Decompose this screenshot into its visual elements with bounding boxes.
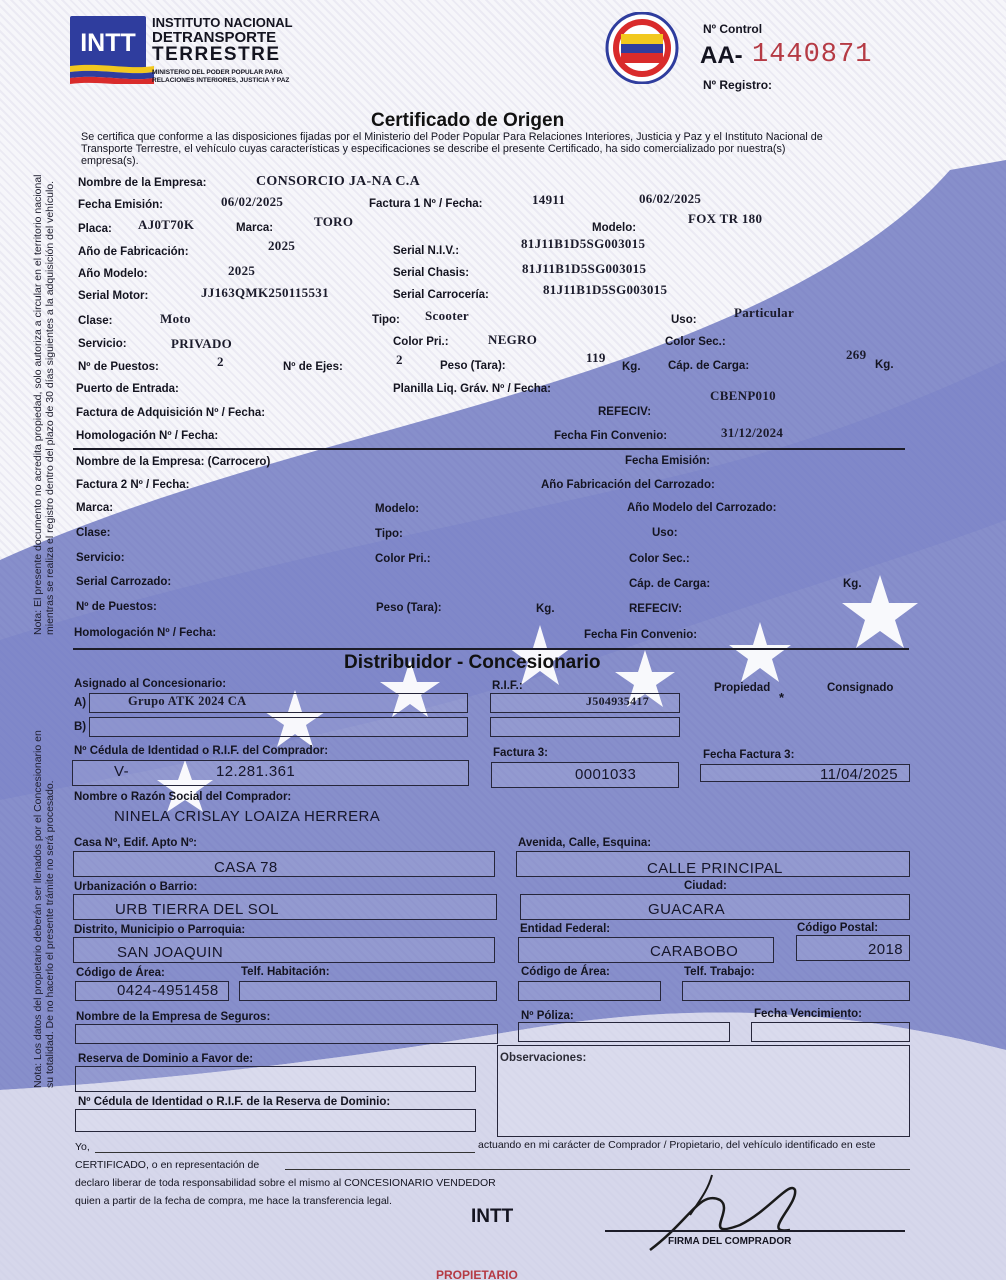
carrocero-puestos-label: Nº de Puestos: — [76, 601, 157, 613]
footer-intt: INTT — [471, 1206, 514, 1227]
empresa-value: CONSORCIO JA-NA C.A — [256, 174, 420, 189]
vencimiento-field[interactable] — [751, 1022, 910, 1042]
signature-line — [605, 1230, 905, 1232]
anio-modelo-carrozado-label: Año Modelo del Carrozado: — [627, 502, 777, 514]
venezuela-seal-icon — [597, 12, 687, 84]
poliza-field[interactable] — [518, 1022, 730, 1042]
puestos-value: 2 — [217, 354, 224, 369]
carrocero-homologacion-label: Homologación Nº / Fecha: — [74, 627, 217, 639]
seguros-label: Nombre de la Empresa de Seguros: — [76, 1011, 271, 1023]
carrocero-tipo-label: Tipo: — [375, 528, 403, 540]
carrocero-refeciv-label: REFECIV: — [629, 603, 683, 615]
fecha-fin-label: Fecha Fin Convenio: — [554, 430, 668, 442]
factura1-number: 14911 — [532, 192, 566, 207]
carrocero-empresa-label: Nombre de la Empresa: (Carrocero) — [76, 456, 271, 468]
telf-trab-field[interactable] — [682, 981, 910, 1001]
telf-hab-label: Telf. Habitación: — [241, 966, 330, 978]
factura1-label: Factura 1 Nº / Fecha: — [369, 198, 483, 210]
institute-name-1: INSTITUTO NACIONAL — [152, 15, 293, 30]
carrocero-color-sec-label: Color Sec.: — [629, 553, 690, 565]
poliza-label: Nº Póliza: — [521, 1010, 574, 1022]
peso-label: Peso (Tara): — [440, 360, 506, 372]
document-title: Certificado de Origen — [371, 110, 565, 131]
entidad-label: Entidad Federal: — [520, 923, 611, 935]
carrocero-peso-label: Peso (Tara): — [376, 602, 442, 614]
ministry-name-1: MINISTERIO DEL PODER POPULAR PARA — [152, 69, 283, 76]
tipo-value: Scooter — [425, 308, 469, 323]
razon-value: NINELA CRISLAY LOAIZA HERRERA — [114, 808, 381, 825]
modelo-label: Modelo: — [592, 222, 637, 234]
ejes-value: 2 — [396, 352, 403, 367]
refeciv-value: CBENP010 — [710, 388, 776, 403]
distrito-value: SAN JOAQUIN — [117, 944, 224, 961]
area-label: Código de Área: — [76, 967, 165, 979]
color-pri-label: Color Pri.: — [393, 336, 449, 348]
serial-chasis-value: 81J11B1D5SG003015 — [522, 261, 647, 276]
peso-value: 119 — [586, 350, 606, 365]
anio-modelo-value: 2025 — [228, 263, 256, 278]
cedula-reserva-label: Nº Cédula de Identidad o R.I.F. de la Reserva de Dominio: — [78, 1096, 391, 1108]
refeciv-label: REFECIV: — [598, 406, 652, 418]
propiedad-mark: * — [779, 690, 785, 705]
carrocero-servicio-label: Servicio: — [76, 552, 125, 564]
urbanizacion-label: Urbanización o Barrio: — [74, 881, 198, 893]
cedula-prefix: V- — [114, 763, 129, 780]
cedula-value: 12.281.361 — [216, 763, 296, 780]
empresa-label: Nombre de la Empresa: — [78, 177, 207, 189]
propietario-label: PROPIETARIO — [436, 1268, 518, 1280]
carrocero-color-pri-label: Color Pri.: — [375, 553, 431, 565]
anio-fab-carrozado-label: Año Fabricación del Carrozado: — [541, 479, 715, 491]
modelo-value: FOX TR 180 — [688, 211, 763, 226]
section-divider-2 — [73, 648, 909, 650]
uso-value: Particular — [734, 305, 795, 320]
seguros-field[interactable] — [75, 1024, 498, 1044]
distribuidor-title: Distribuidor - Concesionario — [344, 652, 601, 673]
representacion-line — [285, 1169, 910, 1170]
telf-hab-field[interactable] — [239, 981, 497, 1001]
yo-line — [95, 1152, 475, 1153]
telf-trab-label: Telf. Trabajo: — [684, 966, 755, 978]
planilla-label: Planilla Liq. Gráv. Nº / Fecha: — [393, 383, 552, 395]
fecha-factura3-value: 11/04/2025 — [820, 766, 898, 783]
serial-chasis-label: Serial Chasis: — [393, 267, 470, 279]
carrocero-marca-label: Marca: — [76, 502, 114, 514]
institute-name-3: TERRESTRE — [152, 44, 281, 65]
serial-carroceria-value: 81J11B1D5SG003015 — [543, 282, 668, 297]
propiedad-label: Propiedad — [714, 682, 771, 694]
carrocero-fecha-emision-label: Fecha Emisión: — [625, 455, 710, 467]
serial-carroceria-label: Serial Carrocería: — [393, 289, 489, 301]
clase-value: Moto — [160, 311, 191, 326]
factura2-label: Factura 2 Nº / Fecha: — [76, 479, 190, 491]
entidad-value: CARABOBO — [650, 943, 739, 960]
rif-b-field[interactable] — [490, 717, 680, 737]
ejes-label: Nº de Ejes: — [283, 361, 343, 373]
carrocero-carga-unit: Kg. — [843, 578, 862, 590]
avenida-label: Avenida, Calle, Esquina: — [518, 837, 652, 849]
concesionario-b-field[interactable] — [89, 717, 468, 737]
vencimiento-label: Fecha Vencimiento: — [754, 1008, 863, 1020]
institute-name-2: DETRANSPORTE — [152, 29, 277, 46]
cedula-reserva-field[interactable] — [75, 1109, 476, 1132]
side-note-1: Nota: El presente documento no acredita propiedad, solo autoriza a circular en el territorio nacional mientras se realiza el registro dentro del plazo de 30 días siguientes a la adquisición del vehículo. — [32, 174, 56, 635]
anio-fab-value: 2025 — [268, 238, 296, 253]
serial-motor-value: JJ163QMK250115531 — [201, 285, 329, 300]
footer-actuando: actuando en mi carácter de Comprador / Propietario, del vehículo identificado en este — [478, 1139, 876, 1151]
rif-label: R.I.F.: — [492, 680, 523, 692]
placa-value: AJ0T70K — [138, 217, 195, 232]
telefono-value: 0424-4951458 — [117, 982, 219, 999]
postal-label: Código Postal: — [797, 922, 879, 934]
observaciones-label: Observaciones: — [500, 1052, 587, 1064]
uso-label: Uso: — [671, 314, 697, 326]
fecha-emision-value: 06/02/2025 — [221, 194, 284, 209]
control-label: Nº Control — [703, 22, 763, 36]
homologacion-label: Homologación Nº / Fecha: — [76, 430, 219, 442]
carrocero-uso-label: Uso: — [652, 527, 678, 539]
consignado-label: Consignado — [827, 682, 894, 694]
fecha-factura3-label: Fecha Factura 3: — [703, 749, 795, 761]
ciudad-value: GUACARA — [648, 901, 725, 918]
carrocero-carga-label: Cáp. de Carga: — [629, 578, 711, 590]
factura3-value: 0001033 — [575, 766, 637, 783]
reserva-label: Reserva de Dominio a Favor de: — [78, 1053, 254, 1065]
reserva-field[interactable] — [75, 1066, 476, 1092]
postal-value: 2018 — [868, 941, 903, 958]
carga-unit: Kg. — [875, 359, 894, 371]
cedula-label: Nº Cédula de Identidad o R.I.F. del Comprador: — [74, 745, 329, 757]
carrocero-peso-unit: Kg. — [536, 603, 555, 615]
carrocero-modelo-label: Modelo: — [375, 503, 420, 515]
marca-value: TORO — [314, 214, 354, 229]
section-divider-1 — [73, 448, 905, 450]
placa-label: Placa: — [78, 223, 112, 235]
footer-line4: quien a partir de la fecha de compra, me hace la transferencia legal. — [75, 1195, 392, 1207]
serial-motor-label: Serial Motor: — [78, 290, 149, 302]
row-a-label: A) — [74, 697, 87, 709]
clase-label: Clase: — [78, 315, 113, 327]
marca-label: Marca: — [236, 222, 274, 234]
distrito-label: Distrito, Municipio o Parroquia: — [74, 924, 246, 936]
control-prefix: AA- — [700, 42, 743, 69]
rif-a-value: J504935417 — [586, 694, 649, 708]
serial-carrozado-label: Serial Carrozado: — [76, 576, 172, 588]
avenida-value: CALLE PRINCIPAL — [647, 860, 783, 877]
puestos-label: Nº de Puestos: — [78, 361, 159, 373]
anio-modelo-label: Año Modelo: — [78, 268, 148, 280]
casa-value: CASA 78 — [214, 859, 278, 876]
casa-field[interactable] — [73, 851, 495, 877]
tipo-label: Tipo: — [372, 314, 400, 326]
area2-field[interactable] — [518, 981, 661, 1001]
puerto-label: Puerto de Entrada: — [76, 383, 179, 395]
control-number: 1440871 — [752, 40, 873, 70]
footer-yo: Yo, — [75, 1141, 90, 1153]
factura3-label: Factura 3: — [493, 747, 548, 759]
casa-label: Casa Nº, Edif. Apto Nº: — [74, 837, 197, 849]
footer-line3: declaro liberar de toda responsabilidad sobre el mismo al CONCESIONARIO VENDEDOR — [75, 1177, 496, 1189]
intt-logo: INTT — [70, 16, 146, 70]
color-pri-value: NEGRO — [488, 332, 538, 347]
concesionario-a-value: Grupo ATK 2024 CA — [128, 694, 247, 708]
carga-value: 269 — [846, 347, 867, 362]
anio-fab-label: Año de Fabricación: — [78, 246, 189, 258]
carrocero-clase-label: Clase: — [76, 527, 111, 539]
intro-text: Se certifica que conforme a las disposiciones fijadas por el Ministerio del Poder Popular Para Relaciones Interiores, Justicia y Paz y el Instituto Nacional de Transporte Terrestre, el vehículo cuyas características y especificaciones se describe el presente Certificado, ha sido comercializado por nuestra(s) empresa(s). — [81, 131, 823, 167]
registro-label: Nº Registro: — [703, 78, 773, 92]
ministry-name-2: RELACIONES INTERIORES, JUSTICIA Y PAZ — [152, 77, 290, 84]
urbanizacion-value: URB TIERRA DEL SOL — [115, 901, 279, 918]
ciudad-label: Ciudad: — [684, 880, 727, 892]
serial-niv-value: 81J11B1D5SG003015 — [521, 236, 646, 251]
footer-line2: CERTIFICADO, o en representación de — [75, 1159, 260, 1171]
carrocero-fecha-fin-label: Fecha Fin Convenio: — [584, 629, 698, 641]
rif-a-field[interactable] — [490, 693, 680, 713]
factura1-date: 06/02/2025 — [639, 191, 702, 206]
color-sec-label: Color Sec.: — [665, 336, 726, 348]
area2-label: Código de Área: — [521, 966, 610, 978]
fecha-fin-value: 31/12/2024 — [721, 425, 784, 440]
asignado-label: Asignado al Concesionario: — [74, 678, 227, 690]
servicio-value: PRIVADO — [171, 336, 233, 351]
firma-label: FIRMA DEL COMPRADOR — [668, 1236, 792, 1247]
fecha-emision-label: Fecha Emisión: — [78, 199, 163, 211]
carga-label: Cáp. de Carga: — [668, 360, 750, 372]
row-b-label: B) — [74, 721, 87, 733]
serial-niv-label: Serial N.I.V.: — [393, 245, 460, 257]
factura-adq-label: Factura de Adquisición Nº / Fecha: — [76, 407, 266, 419]
side-note-2: Nota: Los datos del propietario deberán ser llenados por el Concesionario en su totalidad. De no hacerlo el presente trámite no será procesado. — [32, 730, 56, 1088]
logo-stripes — [70, 62, 154, 84]
observaciones-field[interactable] — [497, 1045, 910, 1137]
razon-label: Nombre o Razón Social del Comprador: — [74, 791, 292, 803]
servicio-label: Servicio: — [78, 338, 127, 350]
peso-unit: Kg. — [622, 361, 641, 373]
